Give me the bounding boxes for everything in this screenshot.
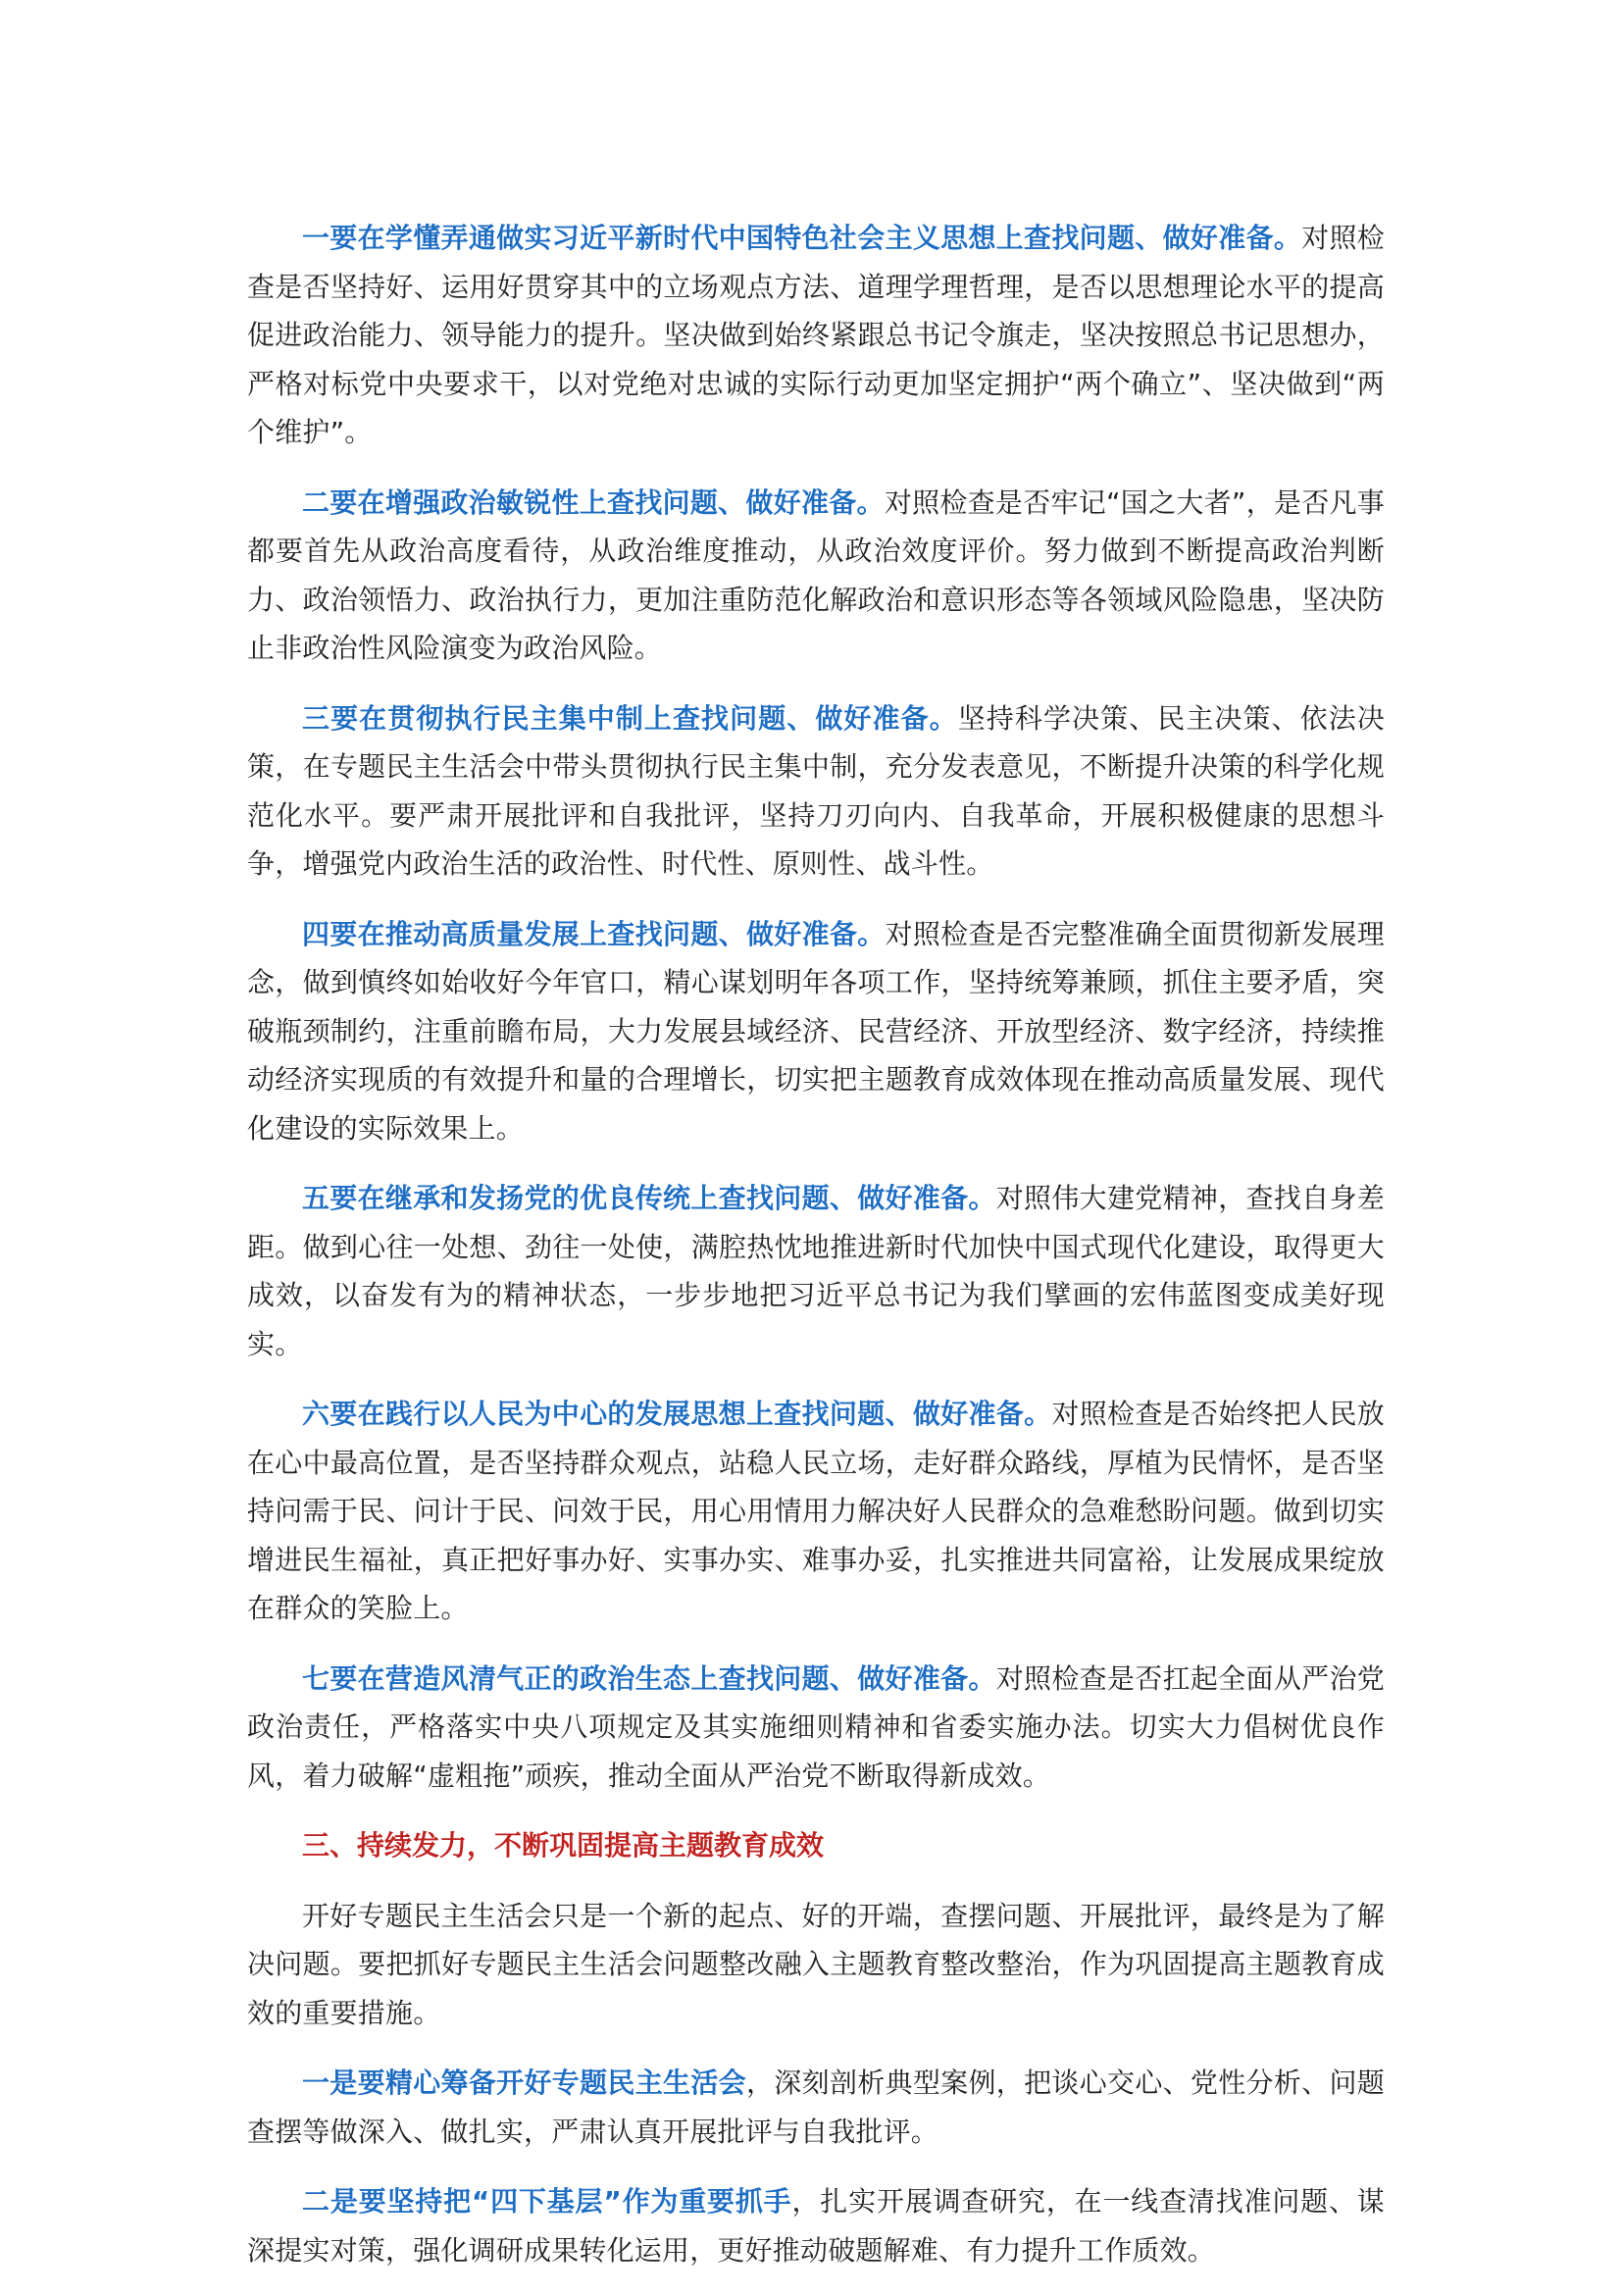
paragraph-4-lead: 四要在推动高质量发展上查找问题、做好准备。 (302, 917, 886, 950)
paragraph-5-lead: 五要在继承和发扬党的优良传统上查找问题、做好准备。 (302, 1182, 996, 1214)
section-paragraph-1-body: ，深刻剖析典型案例，把谈心交心、党性分析、问题查摆等做深入、做扎实，严肃认真开展批评与自我批评。 (247, 2066, 1385, 2148)
paragraph-4-body: 对照检查是否完整准确全面贯彻新发展理念，做到慎终如始收好今年官口，精心谋划明年各项工作，坚持统筹兼顾，抓住主要矛盾，突破瓶颈制约，注重前瞻布局，大力发展县域经济、民营经济、开放型经济、数字经济，持续推动经济实现质的有效提升和量的合理增长，切实把主题教育成效体现在推动高质量发展、现代化建设的实际效果上。 (247, 917, 1386, 1145)
paragraph-6-body: 对照检查是否始终把人民放在心中最高位置，是否坚持群众观点，站稳人民立场，走好群众路线，厚植为民情怀，是否坚持问需于民、问计于民、问效于民，用心用情用力解决好人民群众的急难愁盼问题。做到切实增进民生福祉，真正把好事办好、实事办实、难事办妥，扎实推进共同富裕，让发展成果绽放在群众的笑脸上。 (247, 1398, 1386, 1624)
paragraph-2-lead: 二要在增强政治敏锐性上查找问题、做好准备。 (302, 485, 885, 519)
paragraph-7-body: 对照检查是否扛起全面从严治党政治责任，严格落实中央八项规定及其实施细则精神和省委实施办法。切实大力倡树优良作风，着力破解“虚粗拖”顽疾，推动全面从严治党不断取得新成效。 (247, 1661, 1385, 1792)
paragraph-5-body: 对照伟大建党精神，查找自身差距。做到心往一处想、劲往一处使，满腔热忱地推进新时代加快中国式现代化建设，取得更大成效，以奋发有为的精神状态，一步步地把习近平总书记为我们擘画的宏伟蓝图变成美好现实。 (247, 1182, 1385, 1360)
section-paragraph-1 (247, 2059, 1385, 2156)
paragraph-7-lead: 七要在营造风清气正的政治生态上查找问题、做好准备。 (302, 1661, 996, 1695)
section-heading: 三、持续发力，不断巩固提高主题教育成效 (302, 1829, 825, 1862)
paragraph-3-body: 坚持科学决策、民主决策、依法决策，在专题民主生活会中带头贯彻执行民主集中制，充分发表意见，不断提升决策的科学化规范化水平。要严肃开展批评和自我批评，坚持刀刃向内、自我革命，开展积极健康的思想斗争，增强党内政治生活的政治性、时代性、原则性、战斗性。 (247, 701, 1385, 880)
paragraph-5 (247, 1174, 1385, 1368)
paragraph-4 (247, 910, 1385, 1153)
paragraph-2 (247, 479, 1385, 673)
paragraph-1 (247, 214, 1385, 457)
section-paragraph-2-lead: 二是要坚持把“四下基层”作为重要抓手 (302, 2185, 792, 2218)
document-page (247, 214, 1385, 2296)
paragraph-2-body: 对照检查是否牢记“国之大者”，是否凡事都要首先从政治高度看待，从政治维度推动，从政治效度评价。努力做到不断提高政治判断力、政治领悟力、政治执行力，更加注重防范化解政治和意识形态等各领域风险隐患，坚决防止非政治性风险演变为政治风险。 (247, 485, 1385, 664)
paragraph-6 (247, 1390, 1385, 1633)
section-paragraph-1-lead: 一是要精心筹备开好专题民主生活会 (302, 2066, 746, 2099)
paragraph-3-lead: 三要在贯彻执行民主集中制上查找问题、做好准备。 (302, 701, 958, 735)
paragraph-3 (247, 694, 1385, 889)
paragraph-1-body: 对照检查是否坚持好、运用好贯穿其中的立场观点方法、道理学理哲理，是否以思想理论水平的提高促进政治能力、领导能力的提升。坚决做到始终紧跟总书记令旗走，坚决按照总书记思想办，严格对标党中央要求干，以对党绝对忠诚的实际行动更加坚定拥护“两个确立”、坚决做到“两个维护”。 (247, 222, 1385, 448)
paragraph-1-lead: 一要在学懂弄通做实习近平新时代中国特色社会主义思想上查找问题、做好准备。 (302, 222, 1302, 254)
section-paragraph-2-body: ，扎实开展调查研究，在一线查清找准问题、谋深提实对策，强化调研成果转化运用，更好推动破题解难、有力提升工作质效。 (247, 2185, 1385, 2267)
section-paragraph-2 (247, 2177, 1385, 2274)
paragraph-6-lead: 六要在践行以人民为中心的发展思想上查找问题、做好准备。 (302, 1398, 1052, 1430)
section-intro: 开好专题民主生活会只是一个新的起点、好的开端，查摆问题、开展批评，最终是为了解决问题。要把抓好专题民主生活会问题整改融入主题教育整改整治，作为巩固提高主题教育成效的重要措施。 (247, 1899, 1385, 2029)
paragraph-7 (247, 1655, 1385, 1801)
